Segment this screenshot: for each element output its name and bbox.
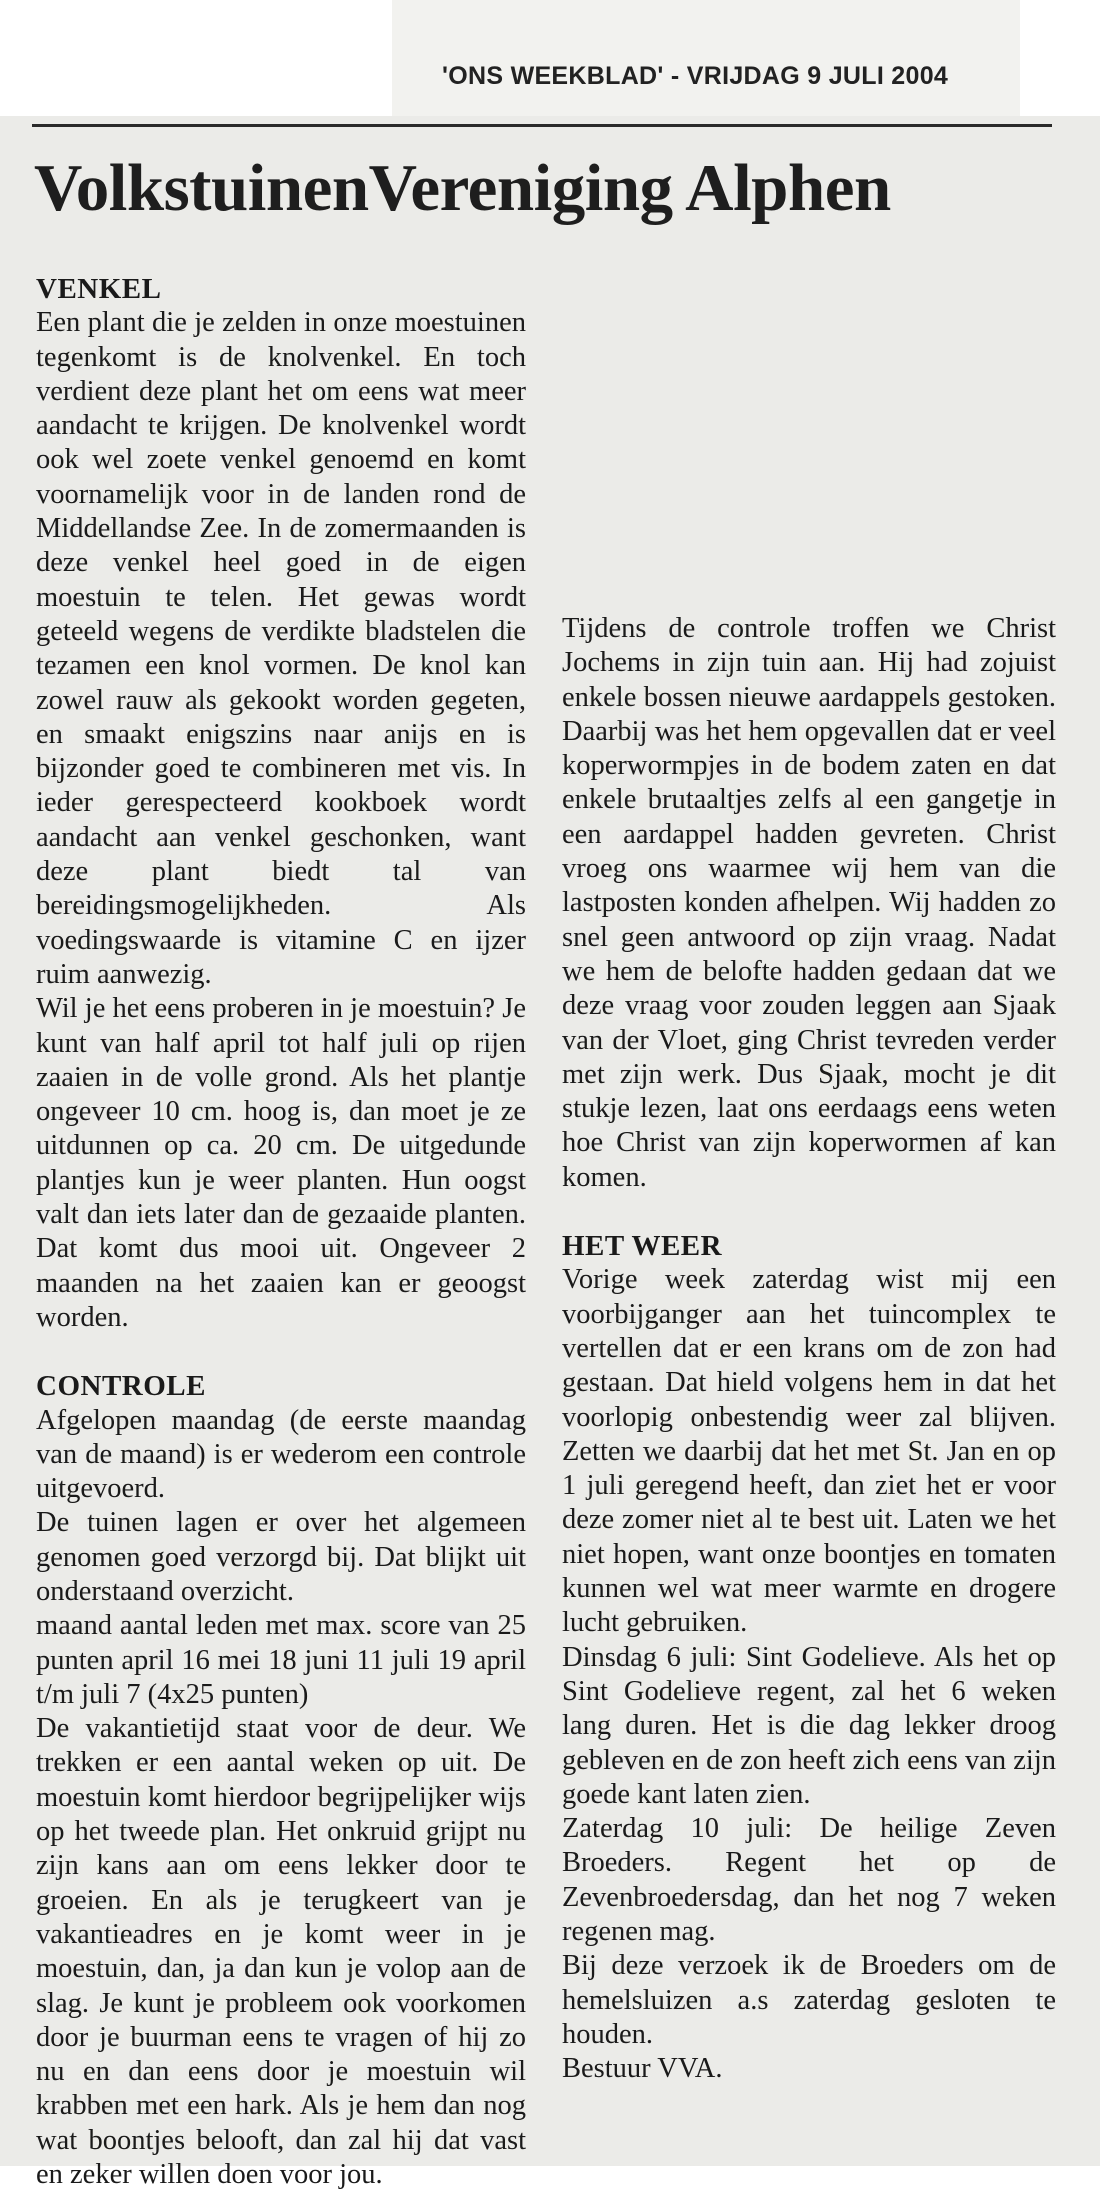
venkel-paragraph-1: Een plant die je zelden in onze moestuinen tegenkomt is de knolvenkel. En toch verdient deze plant het om eens wat meer aandacht te krijgen. De knolvenkel wordt ook wel zoete venkel genoemd en komt voornamelijk voor in de landen rond de Middellandse Zee. In de zomermaanden is deze venkel heel goed in de eigen moestuin te telen. Het gewas wordt geteeld wegens de verdikte bladstelen die tezamen een knol vormen. De knol kan zowel rauw als gekookt worden gegeten, en smaakt enigszins naar anijs en is bijzonder goed te combineren met vis. In ieder gerespecteerd kookboek wordt aandacht aan venkel geschonken, want deze plant biedt tal van bereidingsmogelijkheden. Als voedingswaarde is vitamine C en ijzer ruim aanwezig.: [36, 307, 526, 990]
controle-paragraph-5: Tijdens de controle troffen we Christ Jochems in zijn tuin aan. Hij had zojuist enkele bossen nieuwe aardappels gestoken. Daarbij was het hem opgevallen dat er veel koperwormpjes in de bodem zaten en dat enkele brutaaltjes zelfs al een gangetje in een aardappel hadden gevreten. Christ vroeg ons waarmee wij hem van die lastposten konden afhelpen. Wij hadden zo snel geen antwoord op zijn vraag. Nadat we hem de belofte hadden gedaan dat we deze vraag voor zouden leggen aan Sjaak van der Vloet, ging Christ tevreden verder met zijn werk. Dus Sjaak, mocht je dit stukje lezen, laat ons eerdaags eens weten hoe Christ van zijn koperwormen af kan komen.: [562, 613, 1056, 1193]
masthead: 'ONS WEEKBLAD' - VRIJDAG 9 JULI 2004: [442, 62, 949, 90]
column-right: [562, 272, 1056, 2086]
controle-paragraph-4: De vakantietijd staat voor de deur. We trekken er een aantal weken op uit. De moestuin komt hierdoor begrijpelijker wijs op het tweede plan. Het onkruid grijpt nu zijn kans aan om eens lekker door te groeien. En als je terugkeert van je vakantieadres en je komt weer in je moestuin, dan, ja dan kun je volop aan de slag. Je kunt je probleem ook voorkomen door je buurman eens te vragen of hij zo nu en dan eens door je moestuin wil krabben met een hark. Als je hem dan nog wat boontjes belooft, dan zal hij dat vast en zeker willen doen voor jou.: [36, 1713, 526, 2191]
weer-paragraph-2: Dinsdag 6 juli: Sint Godelieve. Als het op Sint Godelieve regent, zal het 6 weken lang duren. Het is die dag lekker droog gebleven en de zon heeft zich eens van zijn goede kant laten zien.: [562, 1641, 1056, 1810]
header-rule: [32, 124, 1052, 127]
venkel-paragraph-2: Wil je het eens proberen in je moestuin? Je kunt van half april tot half juli op rijen zaaien in de volle grond. Als het plantje ongeveer 10 cm. hoog is, dan moet je ze uitdunnen op ca. 20 cm. De uitgedunde plantjes kun je weer planten. Hun oogst valt dan iets later dan de gezaaide planten. Dat komt dus mooi uit. Ongeveer 2 maanden na het zaaien kan er geoogst worden.: [36, 993, 526, 1333]
signature: Bestuur VVA.: [562, 2053, 723, 2085]
headline: VolkstuinenVereniging Alphen: [34, 151, 891, 225]
controle-score-overview: maand aantal leden met max. score van 25 punten april 16 mei 18 juni 11 juli 19 april t/m juli 7 (4x25 punten): [36, 1610, 526, 1710]
section-title-controle: CONTROLE: [36, 1370, 206, 1403]
controle-paragraph-1: Afgelopen maandag (de eerste maandag van de maand) is er wederom een controle uitgevoerd.: [36, 1404, 526, 1505]
section-title-venkel: VENKEL: [36, 273, 162, 305]
weer-paragraph-3: Zaterdag 10 juli: De heilige Zeven Broeders. Regent het op de Zevenbroedersdag, dan het nog 7 weken regenen mag.: [562, 1813, 1056, 1947]
clipping-tab: [392, 0, 1020, 122]
controle-paragraph-2: De tuinen lagen er over het algemeen genomen goed verzorgd bij. Dat blijkt uit onderstaand overzicht.: [36, 1507, 526, 1607]
weer-paragraph-4: Bij deze verzoek ik de Broeders om de hemelsluizen a.s zaterdag gesloten te houden.: [562, 1950, 1056, 2050]
section-title-weer: HET WEER: [562, 1230, 723, 1263]
column-left: [36, 272, 526, 2192]
weer-paragraph-1: Vorige week zaterdag wist mij een voorbijganger aan het tuincomplex te vertellen dat er een krans om de zon had gestaan. Dat hield volgens hem in dat het voorlopig onbestendig weer zal blijven. Zetten we daarbij dat het met St. Jan en op 1 juli geregend heeft, dan ziet het er voor deze zomer niet al te best uit. Laten we het niet hopen, want onze boontjes en tomaten kunnen wel wat meer warmte en drogere lucht gebruiken.: [562, 1264, 1056, 1639]
